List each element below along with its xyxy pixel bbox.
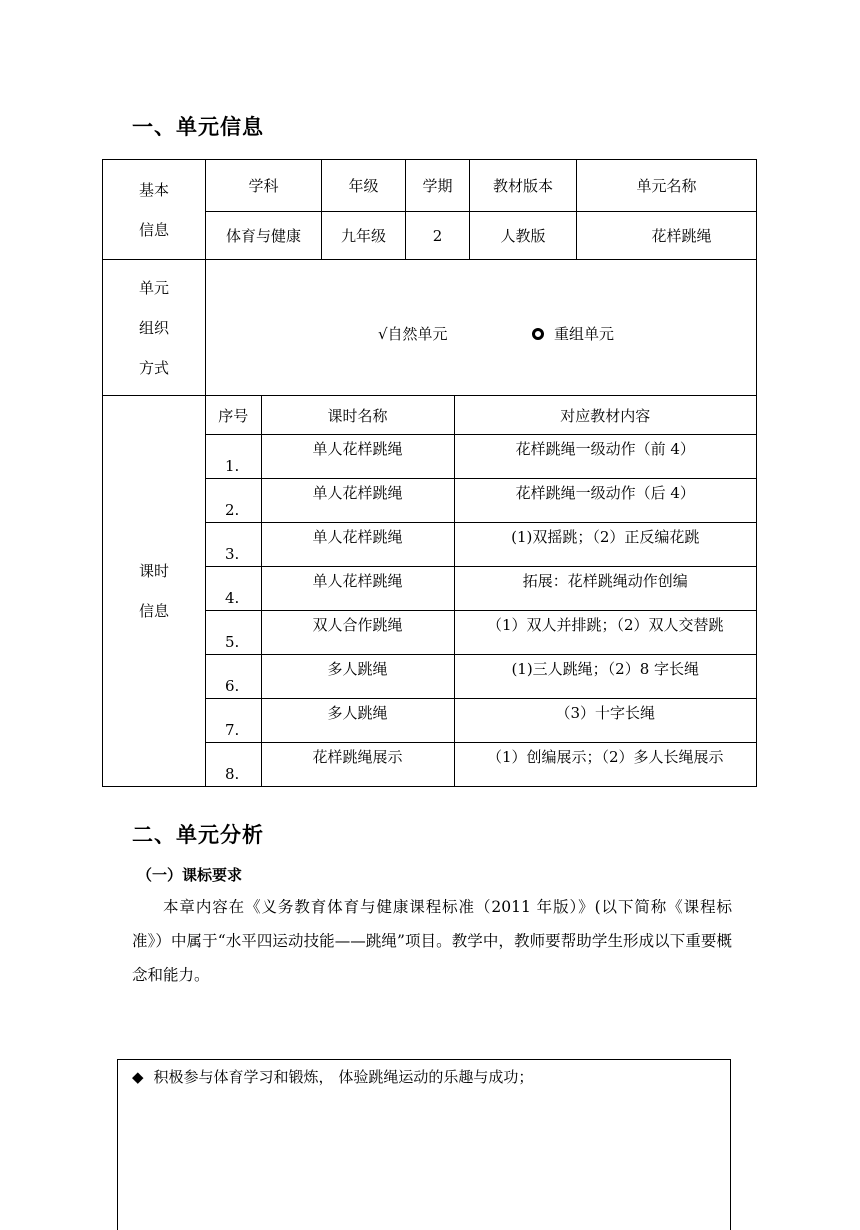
lesson-content: 拓展：花样跳绳动作创编	[454, 567, 756, 611]
lesson-row	[206, 435, 756, 479]
unit-info-table	[102, 159, 757, 787]
radio-icon	[532, 328, 544, 340]
lesson-content: 花样跳绳一级动作（前 4）	[454, 435, 756, 479]
section-title-unit-analysis: 二、单元分析	[132, 823, 264, 847]
concept-box	[117, 1059, 731, 1230]
option-regroup-unit[interactable]: 重组单元	[532, 323, 614, 344]
lesson-row	[206, 655, 756, 699]
lesson-table	[206, 396, 756, 786]
diamond-bullet-icon: ◆	[132, 1068, 144, 1086]
header-term: 学期	[406, 160, 470, 212]
lesson-header-content: 对应教材内容	[454, 396, 756, 435]
lesson-no: 5.	[206, 611, 261, 655]
curriculum-paragraph: 本章内容在《义务教育体育与健康课程标准（2011 年版）》(以下简称《课程标准》）中属于“水平四运动技能——跳绳”项目。教学中，教师要帮助学生形成以下重要概念和能力。	[132, 898, 732, 984]
header-textbook-edition: 教材版本	[470, 160, 577, 212]
lesson-no: 6.	[206, 655, 261, 699]
lesson-header-name: 课时名称	[261, 396, 454, 435]
section-title-unit-info: 一、单元信息	[132, 115, 264, 139]
lesson-info-cell	[206, 396, 757, 787]
lesson-no: 3.	[206, 523, 261, 567]
lesson-content: (1)双摇跳；（2）正反编花跳	[454, 523, 756, 567]
lesson-row	[206, 699, 756, 743]
concept-item: ◆ 积极参与体育学习和锻炼， 体验跳绳运动的乐趣与成功；	[132, 1068, 534, 1086]
value-unit-name: 花样跳绳	[577, 212, 757, 260]
subsection-title-curriculum: （一）课标要求	[137, 866, 243, 884]
value-subject: 体育与健康	[206, 212, 322, 260]
lesson-name: 双人合作跳绳	[261, 611, 454, 655]
value-grade: 九年级	[322, 212, 406, 260]
lesson-header-no: 序号	[206, 396, 261, 435]
option-natural-unit[interactable]: √自然单元	[378, 325, 448, 343]
lesson-content: 花样跳绳一级动作（后 4）	[454, 479, 756, 523]
lesson-content: (1)三人跳绳；（2）8 字长绳	[454, 655, 756, 699]
lesson-row	[206, 479, 756, 523]
lesson-row	[206, 611, 756, 655]
lesson-name: 花样跳绳展示	[261, 743, 454, 787]
value-textbook-edition: 人教版	[470, 212, 577, 260]
lesson-name: 多人跳绳	[261, 655, 454, 699]
lesson-content: （1）双人并排跳；（2）双人交替跳	[454, 611, 756, 655]
lesson-no: 4.	[206, 567, 261, 611]
lesson-row	[206, 567, 756, 611]
lesson-name: 单人花样跳绳	[261, 567, 454, 611]
lesson-name: 单人花样跳绳	[261, 435, 454, 479]
header-subject: 学科	[206, 160, 322, 212]
lesson-no: 2.	[206, 479, 261, 523]
header-unit-name: 单元名称	[577, 160, 757, 212]
lesson-info-label: 课时 信息	[103, 396, 206, 787]
lesson-no: 7.	[206, 699, 261, 743]
lesson-name: 单人花样跳绳	[261, 523, 454, 567]
basic-info-label: 基本 信息	[103, 160, 206, 260]
lesson-name: 单人花样跳绳	[261, 479, 454, 523]
lesson-row	[206, 743, 756, 787]
lesson-content: （1）创编展示；（2）多人长绳展示	[454, 743, 756, 787]
header-grade: 年级	[322, 160, 406, 212]
lesson-content: （3）十字长绳	[454, 699, 756, 743]
lesson-row	[206, 523, 756, 567]
value-term: 2	[406, 212, 470, 260]
lesson-no: 8.	[206, 743, 261, 787]
organization-label: 单元 组织 方式	[103, 260, 206, 396]
organization-options	[206, 260, 757, 396]
lesson-no: 1.	[206, 435, 261, 479]
lesson-name: 多人跳绳	[261, 699, 454, 743]
